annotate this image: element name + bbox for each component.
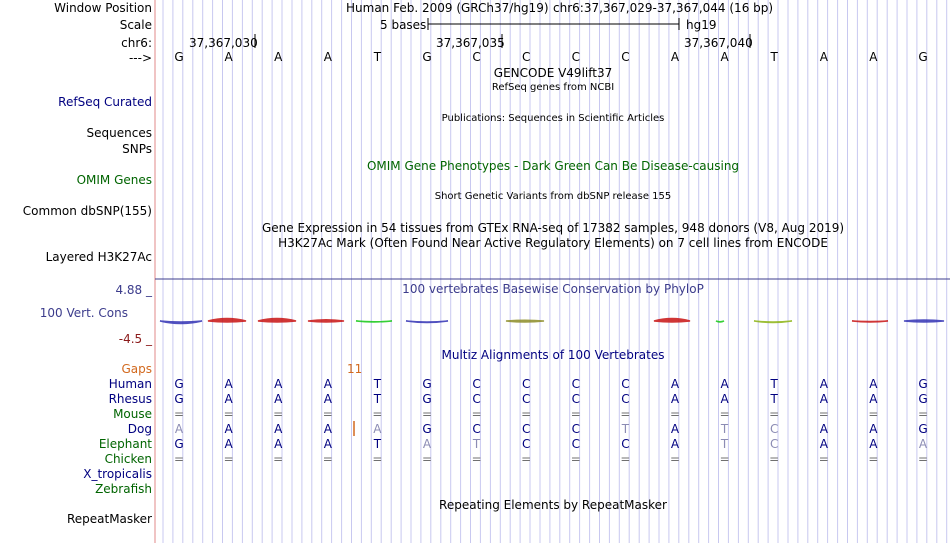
alignment-base: = — [521, 407, 532, 421]
reference-base: C — [621, 50, 630, 64]
h3k27ac-track-title: H3K27Ac Mark (Often Found Near Active Regulatory Elements) on 7 cell lines from ENCODE — [278, 236, 828, 250]
alignment-base: A — [323, 422, 332, 436]
alignment-base: C — [571, 392, 580, 406]
alignment-base: G — [174, 377, 184, 391]
reference-base: A — [720, 50, 729, 64]
alignment-base: A — [323, 392, 332, 406]
omim-genes-label[interactable]: OMIM Genes — [76, 173, 152, 187]
alignment-base: = — [719, 452, 730, 466]
scale-text: 5 bases — [380, 18, 427, 32]
alignment-base: G — [174, 437, 184, 451]
alignment-base: C — [472, 392, 481, 406]
alignment-base: T — [373, 437, 382, 451]
alignment-base: C — [521, 437, 531, 451]
species-label-elephant[interactable]: Elephant — [98, 437, 152, 451]
alignment-base: A — [174, 422, 184, 436]
alignment-base: T — [770, 377, 778, 391]
cons-signal-1 — [208, 319, 246, 323]
alignment-base: A — [720, 377, 729, 391]
alignment-base: = — [570, 452, 581, 466]
cons-signal-6 — [506, 320, 544, 322]
alignment-base: A — [373, 422, 382, 436]
alignment-base: C — [769, 437, 779, 451]
assembly-name: Human Feb. 2009 (GRCh37/hg19) — [346, 1, 549, 15]
alignment-base: A — [819, 437, 828, 451]
alignment-base: T — [373, 377, 382, 391]
alignment-base: G — [422, 422, 432, 436]
alignment-base: = — [917, 452, 929, 466]
cons-max-value: 4.88 _ — [115, 283, 152, 297]
dbsnp-track-title: Short Genetic Variants from dbSNP release 155 — [434, 191, 672, 202]
alignment-base: A — [869, 422, 878, 436]
reference-base: A — [274, 50, 283, 64]
cons-signal-4 — [356, 321, 392, 322]
cons-signal-3 — [308, 320, 344, 322]
multiz-track-title: Multiz Alignments of 100 Vertebrates — [441, 348, 665, 362]
repeatmasker-track-title: Repeating Elements by RepeatMasker — [439, 498, 667, 512]
alignment-base: = — [620, 452, 631, 466]
reference-base: G — [174, 50, 184, 64]
alignment-base: C — [621, 377, 630, 391]
cons-track-label[interactable]: 100 Vert. Cons — [39, 306, 128, 320]
alignment-base: A — [274, 437, 283, 451]
alignment-base: A — [670, 437, 680, 451]
alignment-base: C — [621, 437, 630, 451]
alignment-base: = — [868, 407, 879, 421]
species-label-chicken[interactable]: Chicken — [104, 452, 152, 466]
alignment-base: = — [421, 452, 433, 466]
reference-base: A — [323, 50, 332, 64]
publications-track-title: Publications: Sequences in Scientific Articles — [441, 113, 665, 124]
reference-base: C — [571, 50, 580, 64]
coord-tick-1: 37,367,030 — [189, 36, 258, 50]
alignment-base: = — [322, 452, 333, 466]
alignment-base: C — [621, 392, 630, 406]
alignment-base: G — [918, 392, 928, 406]
alignment-base: = — [570, 407, 581, 421]
alignment-base: C — [521, 377, 531, 391]
alignment-base: A — [274, 377, 283, 391]
repeatmasker-label[interactable]: RepeatMasker — [66, 512, 152, 526]
scale-label: Scale — [119, 18, 152, 32]
alignment-base: T — [720, 437, 729, 451]
alignment-base: A — [224, 392, 233, 406]
alignment-base: = — [421, 407, 433, 421]
alignment-base: C — [472, 422, 481, 436]
alignment-base: A — [670, 422, 680, 436]
cons-track-title: 100 vertebrates Basewise Conservation by PhyloP — [402, 282, 704, 296]
alignment-base: = — [471, 407, 482, 421]
gencode-track-title[interactable]: GENCODE V49lift37 — [493, 66, 613, 80]
alignment-base: = — [372, 452, 383, 466]
alignment-base: = — [173, 407, 185, 421]
scale-assembly: hg19 — [686, 18, 717, 32]
cons-signal-2 — [258, 319, 296, 323]
alignment-base: A — [670, 392, 680, 406]
alignment-base: T — [472, 437, 481, 451]
alignment-base: A — [224, 422, 233, 436]
species-label-zebrafish[interactable]: Zebrafish — [95, 482, 152, 496]
alignment-base: = — [372, 407, 383, 421]
species-label-mouse[interactable]: Mouse — [113, 407, 152, 421]
alignment-base: A — [323, 437, 332, 451]
alignment-base: C — [521, 422, 531, 436]
alignment-base: A — [224, 437, 233, 451]
alignment-base: A — [918, 437, 928, 451]
alignment-base: = — [620, 407, 631, 421]
gaps-label: Gaps — [121, 362, 152, 376]
cons-signal-10 — [852, 321, 888, 322]
reference-base: A — [869, 50, 878, 64]
reference-base: T — [770, 50, 778, 64]
reference-base: C — [472, 50, 481, 64]
alignment-base: G — [918, 377, 928, 391]
cons-signal-5 — [406, 321, 448, 323]
alignment-base: = — [818, 452, 829, 466]
snps-label[interactable]: SNPs — [122, 142, 152, 156]
cons-min-value: -4.5 _ — [118, 332, 152, 346]
alignment-base: A — [422, 437, 432, 451]
reference-base: T — [373, 50, 382, 64]
window-position-value[interactable]: chr6:37,367,029-37,367,044 (16 bp) — [553, 1, 774, 15]
alignment-base: A — [819, 422, 828, 436]
alignment-base: G — [422, 392, 432, 406]
alignment-base: G — [918, 422, 928, 436]
reference-base: G — [918, 50, 928, 64]
alignment-base: C — [571, 377, 580, 391]
alignment-base: T — [621, 422, 630, 436]
alignment-base: = — [868, 452, 879, 466]
cons-signal-11 — [904, 320, 944, 322]
alignment-base: C — [472, 377, 481, 391]
alignment-base: C — [769, 422, 779, 436]
alignment-base: G — [174, 392, 184, 406]
h3k27ac-label[interactable]: Layered H3K27Ac — [45, 250, 152, 264]
alignment-base: C — [521, 392, 531, 406]
alignment-base: A — [869, 377, 878, 391]
alignment-base: A — [670, 377, 680, 391]
alignment-base: A — [869, 392, 878, 406]
alignment-base: = — [669, 407, 681, 421]
alignment-base: = — [818, 407, 829, 421]
gtex-track-title: Gene Expression in 54 tissues from GTEx RNA-seq of 17382 samples, 948 donors (V8, Aug 2019) — [261, 221, 845, 235]
alignment-base: = — [173, 452, 185, 466]
alignment-base: C — [571, 422, 580, 436]
coord-tick-3: 37,367,040 — [684, 36, 753, 50]
chrom-label: chr6: — [121, 36, 152, 50]
cons-signal-0 — [160, 321, 202, 324]
omim-track-title: OMIM Gene Phenotypes - Dark Green Can Be Disease-causing — [366, 159, 740, 173]
window-position-label: Window Position — [54, 1, 152, 15]
alignment-base: T — [770, 392, 778, 406]
scale-bar — [427, 16, 681, 32]
alignment-base: = — [719, 407, 730, 421]
alignment-base: A — [274, 392, 283, 406]
alignment-base: = — [273, 407, 284, 421]
alignment-base: = — [769, 452, 780, 466]
alignment-base: = — [521, 452, 532, 466]
species-label-human[interactable]: Human — [108, 377, 152, 391]
cons-signal-8 — [716, 321, 724, 322]
coord-tick-2: 37,367,035 — [436, 36, 505, 50]
cons-signal-9 — [754, 321, 792, 323]
alignment-base: A — [819, 377, 828, 391]
alignment-base: A — [323, 377, 332, 391]
alignment-base: T — [720, 422, 729, 436]
alignment-base: C — [571, 437, 580, 451]
alignment-base: A — [869, 437, 878, 451]
gaps-value: 11 — [347, 362, 363, 376]
alignment-base: = — [917, 407, 929, 421]
alignment-base: = — [471, 452, 482, 466]
dbsnp-label[interactable]: Common dbSNP(155) — [22, 204, 152, 218]
refseq-track-subtitle: RefSeq genes from NCBI — [491, 82, 615, 93]
strand-label: ---> — [128, 51, 152, 65]
species-label-dog[interactable]: Dog — [127, 422, 152, 436]
alignment-base: = — [273, 452, 284, 466]
species-label-x_tropicalis[interactable]: X_tropicalis — [83, 467, 152, 481]
reference-base: G — [422, 50, 432, 64]
alignment-base: A — [274, 422, 283, 436]
refseq-curated-label[interactable]: RefSeq Curated — [58, 95, 152, 109]
cons-signal-7 — [654, 319, 690, 323]
alignment-base: A — [720, 392, 729, 406]
alignment-base: = — [769, 407, 780, 421]
reference-base: A — [670, 50, 680, 64]
species-label-rhesus[interactable]: Rhesus — [108, 392, 152, 406]
alignment-base: G — [422, 377, 432, 391]
alignment-base: T — [373, 392, 382, 406]
sequences-label[interactable]: Sequences — [86, 126, 152, 140]
alignment-base: A — [224, 377, 233, 391]
alignment-base: = — [669, 452, 681, 466]
coord-tick-marks — [254, 34, 754, 50]
reference-base: A — [819, 50, 828, 64]
reference-base: C — [521, 50, 531, 64]
alignment-base: = — [223, 407, 234, 421]
alignment-base: A — [819, 392, 828, 406]
reference-base: A — [224, 50, 233, 64]
alignment-base: = — [322, 407, 333, 421]
alignment-base: = — [223, 452, 234, 466]
